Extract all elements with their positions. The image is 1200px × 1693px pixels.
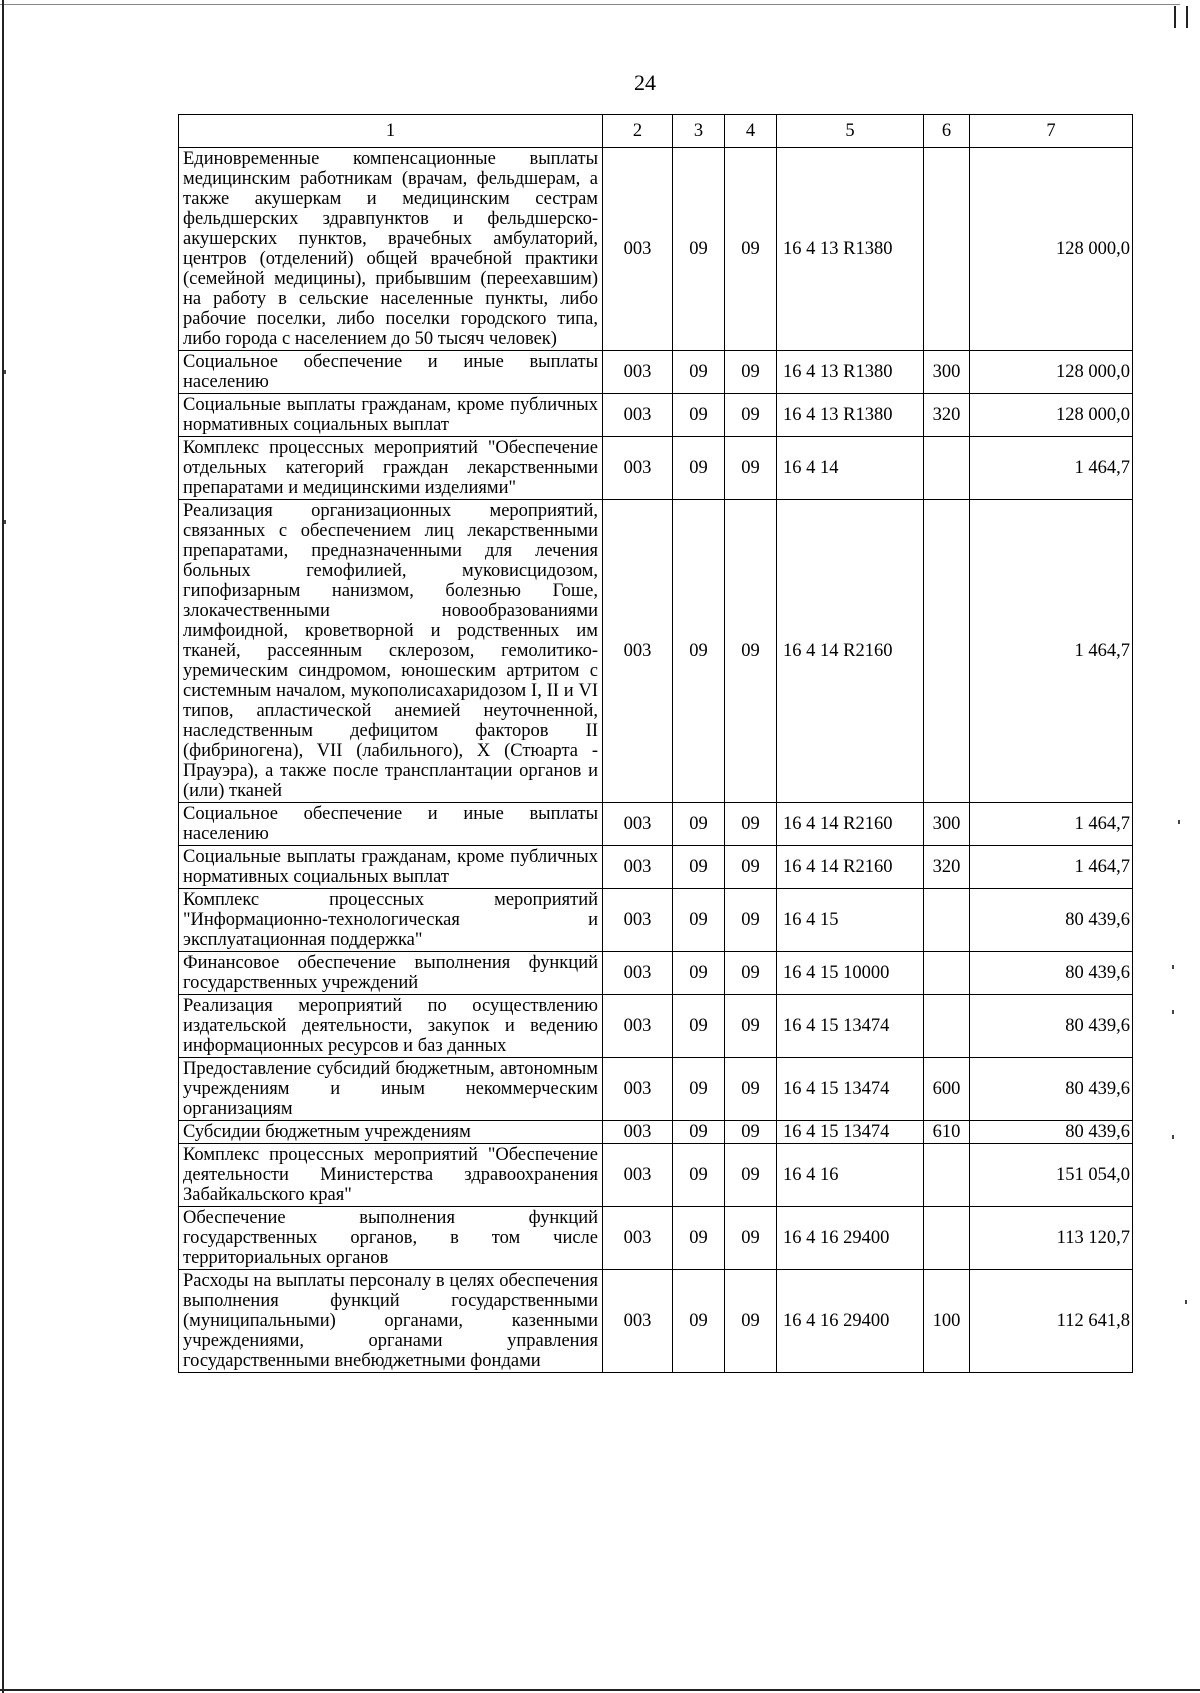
row-code-c4-cell: 09 <box>725 148 777 351</box>
header-cell: 5 <box>777 115 924 148</box>
table-row <box>179 1144 1133 1207</box>
table-header-row <box>179 115 1133 148</box>
row-code-c6-cell: 100 <box>924 1270 970 1373</box>
row-code-c5-cell: 16 4 15 13474 <box>777 1121 924 1144</box>
row-code-c3-cell: 09 <box>673 1144 725 1207</box>
row-code-c2-cell: 003 <box>603 889 673 952</box>
row-code-c3-cell: 09 <box>673 500 725 803</box>
budget-table <box>178 114 1133 1373</box>
row-code-c6-cell <box>924 148 970 351</box>
row-code-c6-cell <box>924 889 970 952</box>
row-code-c2-cell: 003 <box>603 1270 673 1373</box>
row-code-c5-cell: 16 4 14 R2160 <box>777 803 924 846</box>
row-code-c4-cell: 09 <box>725 846 777 889</box>
row-code-c6-cell <box>924 1207 970 1270</box>
header-cell: 4 <box>725 115 777 148</box>
row-code-c2-cell: 003 <box>603 1121 673 1144</box>
corner-scan-mark <box>1174 6 1188 28</box>
row-code-c3-cell: 09 <box>673 1058 725 1121</box>
row-code-c3-cell: 09 <box>673 803 725 846</box>
row-amount-cell: 80 439,6 <box>970 952 1133 995</box>
row-code-c4-cell: 09 <box>725 351 777 394</box>
row-code-c3-cell: 09 <box>673 394 725 437</box>
row-code-c5-cell: 16 4 16 <box>777 1144 924 1207</box>
row-code-c6-cell: 600 <box>924 1058 970 1121</box>
row-name-cell: Комплекс процессных мероприятий "Информационно-технологическая и эксплуатационная поддержка" <box>179 889 603 952</box>
row-code-c4-cell: 09 <box>725 1058 777 1121</box>
table-row <box>179 394 1133 437</box>
table-row <box>179 1270 1133 1373</box>
row-amount-cell: 80 439,6 <box>970 1121 1133 1144</box>
row-code-c4-cell: 09 <box>725 889 777 952</box>
table-row <box>179 500 1133 803</box>
row-name-cell: Обеспечение выполнения функций государственных органов, в том числе территориальных органов <box>179 1207 603 1270</box>
header-cell: 6 <box>924 115 970 148</box>
row-amount-cell: 128 000,0 <box>970 351 1133 394</box>
row-code-c2-cell: 003 <box>603 437 673 500</box>
row-code-c3-cell: 09 <box>673 1121 725 1144</box>
scan-edge-top <box>0 4 1180 5</box>
header-cell: 2 <box>603 115 673 148</box>
row-code-c4-cell: 09 <box>725 952 777 995</box>
row-code-c6-cell <box>924 952 970 995</box>
row-code-c2-cell: 003 <box>603 500 673 803</box>
row-amount-cell: 80 439,6 <box>970 995 1133 1058</box>
row-code-c5-cell: 16 4 14 R2160 <box>777 500 924 803</box>
row-amount-cell: 112 641,8 <box>970 1270 1133 1373</box>
table-row <box>179 351 1133 394</box>
row-code-c4-cell: 09 <box>725 1121 777 1144</box>
row-amount-cell: 1 464,7 <box>970 803 1133 846</box>
table-row <box>179 952 1133 995</box>
page-number: 24 <box>634 70 656 95</box>
row-code-c5-cell: 16 4 16 29400 <box>777 1270 924 1373</box>
row-amount-cell: 113 120,7 <box>970 1207 1133 1270</box>
row-code-c5-cell: 16 4 13 R1380 <box>777 394 924 437</box>
row-code-c2-cell: 003 <box>603 394 673 437</box>
row-code-c6-cell <box>924 995 970 1058</box>
row-code-c2-cell: 003 <box>603 148 673 351</box>
row-code-c5-cell: 16 4 16 29400 <box>777 1207 924 1270</box>
row-name-cell: Комплекс процессных мероприятий "Обеспечение отдельных категорий граждан лекарственными препаратами и медицинскими изделиями" <box>179 437 603 500</box>
row-name-cell: Предоставление субсидий бюджетным, автономным учреждениям и иным некоммерческим организациям <box>179 1058 603 1121</box>
row-code-c3-cell: 09 <box>673 437 725 500</box>
row-amount-cell: 80 439,6 <box>970 1058 1133 1121</box>
row-amount-cell: 80 439,6 <box>970 889 1133 952</box>
row-code-c5-cell: 16 4 15 13474 <box>777 1058 924 1121</box>
row-code-c3-cell: 09 <box>673 995 725 1058</box>
row-name-cell: Социальное обеспечение и иные выплаты населению <box>179 351 603 394</box>
row-name-cell: Реализация организационных мероприятий, связанных с обеспечением лиц лекарственными препаратами, предназначенными для лечения больных гемофилией, муковисцидозом, гипофизарным нанизмом, болезнью Гоше, злокачественными новообразованиями лимфоидной, кроветворной и родственных им тканей, рассеянным склерозом, гемолитико-уремическим синдромом, юношеским артритом с системным началом, мукополисахаридозом I, II и VI типов, апластической анемией неуточненной, наследственным дефицитом факторов II (фибриногена), VII (лабильного), X (Стюарта - Прауэра), а также после трансплантации органов и (или) тканей <box>179 500 603 803</box>
row-amount-cell: 128 000,0 <box>970 394 1133 437</box>
header-cell: 3 <box>673 115 725 148</box>
row-code-c4-cell: 09 <box>725 394 777 437</box>
row-code-c6-cell <box>924 1144 970 1207</box>
row-code-c3-cell: 09 <box>673 148 725 351</box>
row-code-c3-cell: 09 <box>673 846 725 889</box>
row-code-c3-cell: 09 <box>673 1270 725 1373</box>
row-code-c3-cell: 09 <box>673 1207 725 1270</box>
table-row <box>179 846 1133 889</box>
row-code-c3-cell: 09 <box>673 889 725 952</box>
row-code-c2-cell: 003 <box>603 1144 673 1207</box>
table-row <box>179 1207 1133 1270</box>
row-name-cell: Субсидии бюджетным учреждениям <box>179 1121 603 1144</box>
row-code-c6-cell: 320 <box>924 394 970 437</box>
table-row <box>179 437 1133 500</box>
row-code-c4-cell: 09 <box>725 500 777 803</box>
row-code-c5-cell: 16 4 14 R2160 <box>777 846 924 889</box>
row-code-c4-cell: 09 <box>725 1144 777 1207</box>
row-amount-cell: 1 464,7 <box>970 500 1133 803</box>
row-code-c5-cell: 16 4 13 R1380 <box>777 148 924 351</box>
row-code-c4-cell: 09 <box>725 803 777 846</box>
row-code-c5-cell: 16 4 15 <box>777 889 924 952</box>
scan-edge-left <box>2 0 4 1693</box>
scan-edge-bottom <box>0 1689 1200 1691</box>
header-cell: 1 <box>179 115 603 148</box>
row-code-c5-cell: 16 4 15 10000 <box>777 952 924 995</box>
row-code-c6-cell <box>924 500 970 803</box>
row-code-c4-cell: 09 <box>725 1207 777 1270</box>
row-code-c4-cell: 09 <box>725 437 777 500</box>
row-code-c4-cell: 09 <box>725 1270 777 1373</box>
row-name-cell: Финансовое обеспечение выполнения функций государственных учреждений <box>179 952 603 995</box>
row-code-c5-cell: 16 4 14 <box>777 437 924 500</box>
row-code-c2-cell: 003 <box>603 803 673 846</box>
row-code-c6-cell <box>924 437 970 500</box>
row-code-c2-cell: 003 <box>603 1058 673 1121</box>
table-body <box>179 148 1133 1373</box>
row-name-cell: Социальное обеспечение и иные выплаты населению <box>179 803 603 846</box>
row-code-c5-cell: 16 4 15 13474 <box>777 995 924 1058</box>
row-amount-cell: 151 054,0 <box>970 1144 1133 1207</box>
row-code-c4-cell: 09 <box>725 995 777 1058</box>
row-code-c2-cell: 003 <box>603 846 673 889</box>
row-code-c2-cell: 003 <box>603 995 673 1058</box>
table-row <box>179 1058 1133 1121</box>
row-code-c2-cell: 003 <box>603 1207 673 1270</box>
row-amount-cell: 1 464,7 <box>970 437 1133 500</box>
row-name-cell: Реализация мероприятий по осуществлению издательской деятельности, закупок и ведению информационных ресурсов и баз данных <box>179 995 603 1058</box>
row-code-c2-cell: 003 <box>603 952 673 995</box>
table-row <box>179 148 1133 351</box>
row-name-cell: Расходы на выплаты персоналу в целях обеспечения выполнения функций государственными (муниципальными) органами, казенными учреждениями, органами управления государственными внебюджетными фондами <box>179 1270 603 1373</box>
table-row <box>179 803 1133 846</box>
table-row <box>179 1121 1133 1144</box>
row-name-cell: Комплекс процессных мероприятий "Обеспечение деятельности Министерства здравоохранения Забайкальского края" <box>179 1144 603 1207</box>
row-code-c5-cell: 16 4 13 R1380 <box>777 351 924 394</box>
table-row <box>179 889 1133 952</box>
row-code-c6-cell: 320 <box>924 846 970 889</box>
row-amount-cell: 1 464,7 <box>970 846 1133 889</box>
row-name-cell: Социальные выплаты гражданам, кроме публичных нормативных социальных выплат <box>179 846 603 889</box>
row-code-c6-cell: 300 <box>924 803 970 846</box>
row-code-c2-cell: 003 <box>603 351 673 394</box>
table-row <box>179 995 1133 1058</box>
row-name-cell: Единовременные компенсационные выплаты медицинским работникам (врачам, фельдшерам, а также акушеркам и медицинским сестрам фельдшерских здравпунктов и фельдшерско-акушерских пунктов, врачебных амбулаторий, центров (отделений) общей врачебной практики (семейной медицины), прибывшим (переехавшим) на работу в сельские населенные пункты, либо рабочие поселки, либо поселки городского типа, либо города с населением до 50 тысяч человек) <box>179 148 603 351</box>
row-code-c6-cell: 610 <box>924 1121 970 1144</box>
row-code-c3-cell: 09 <box>673 952 725 995</box>
header-cell: 7 <box>970 115 1133 148</box>
row-code-c3-cell: 09 <box>673 351 725 394</box>
row-name-cell: Социальные выплаты гражданам, кроме публичных нормативных социальных выплат <box>179 394 603 437</box>
row-code-c6-cell: 300 <box>924 351 970 394</box>
row-amount-cell: 128 000,0 <box>970 148 1133 351</box>
